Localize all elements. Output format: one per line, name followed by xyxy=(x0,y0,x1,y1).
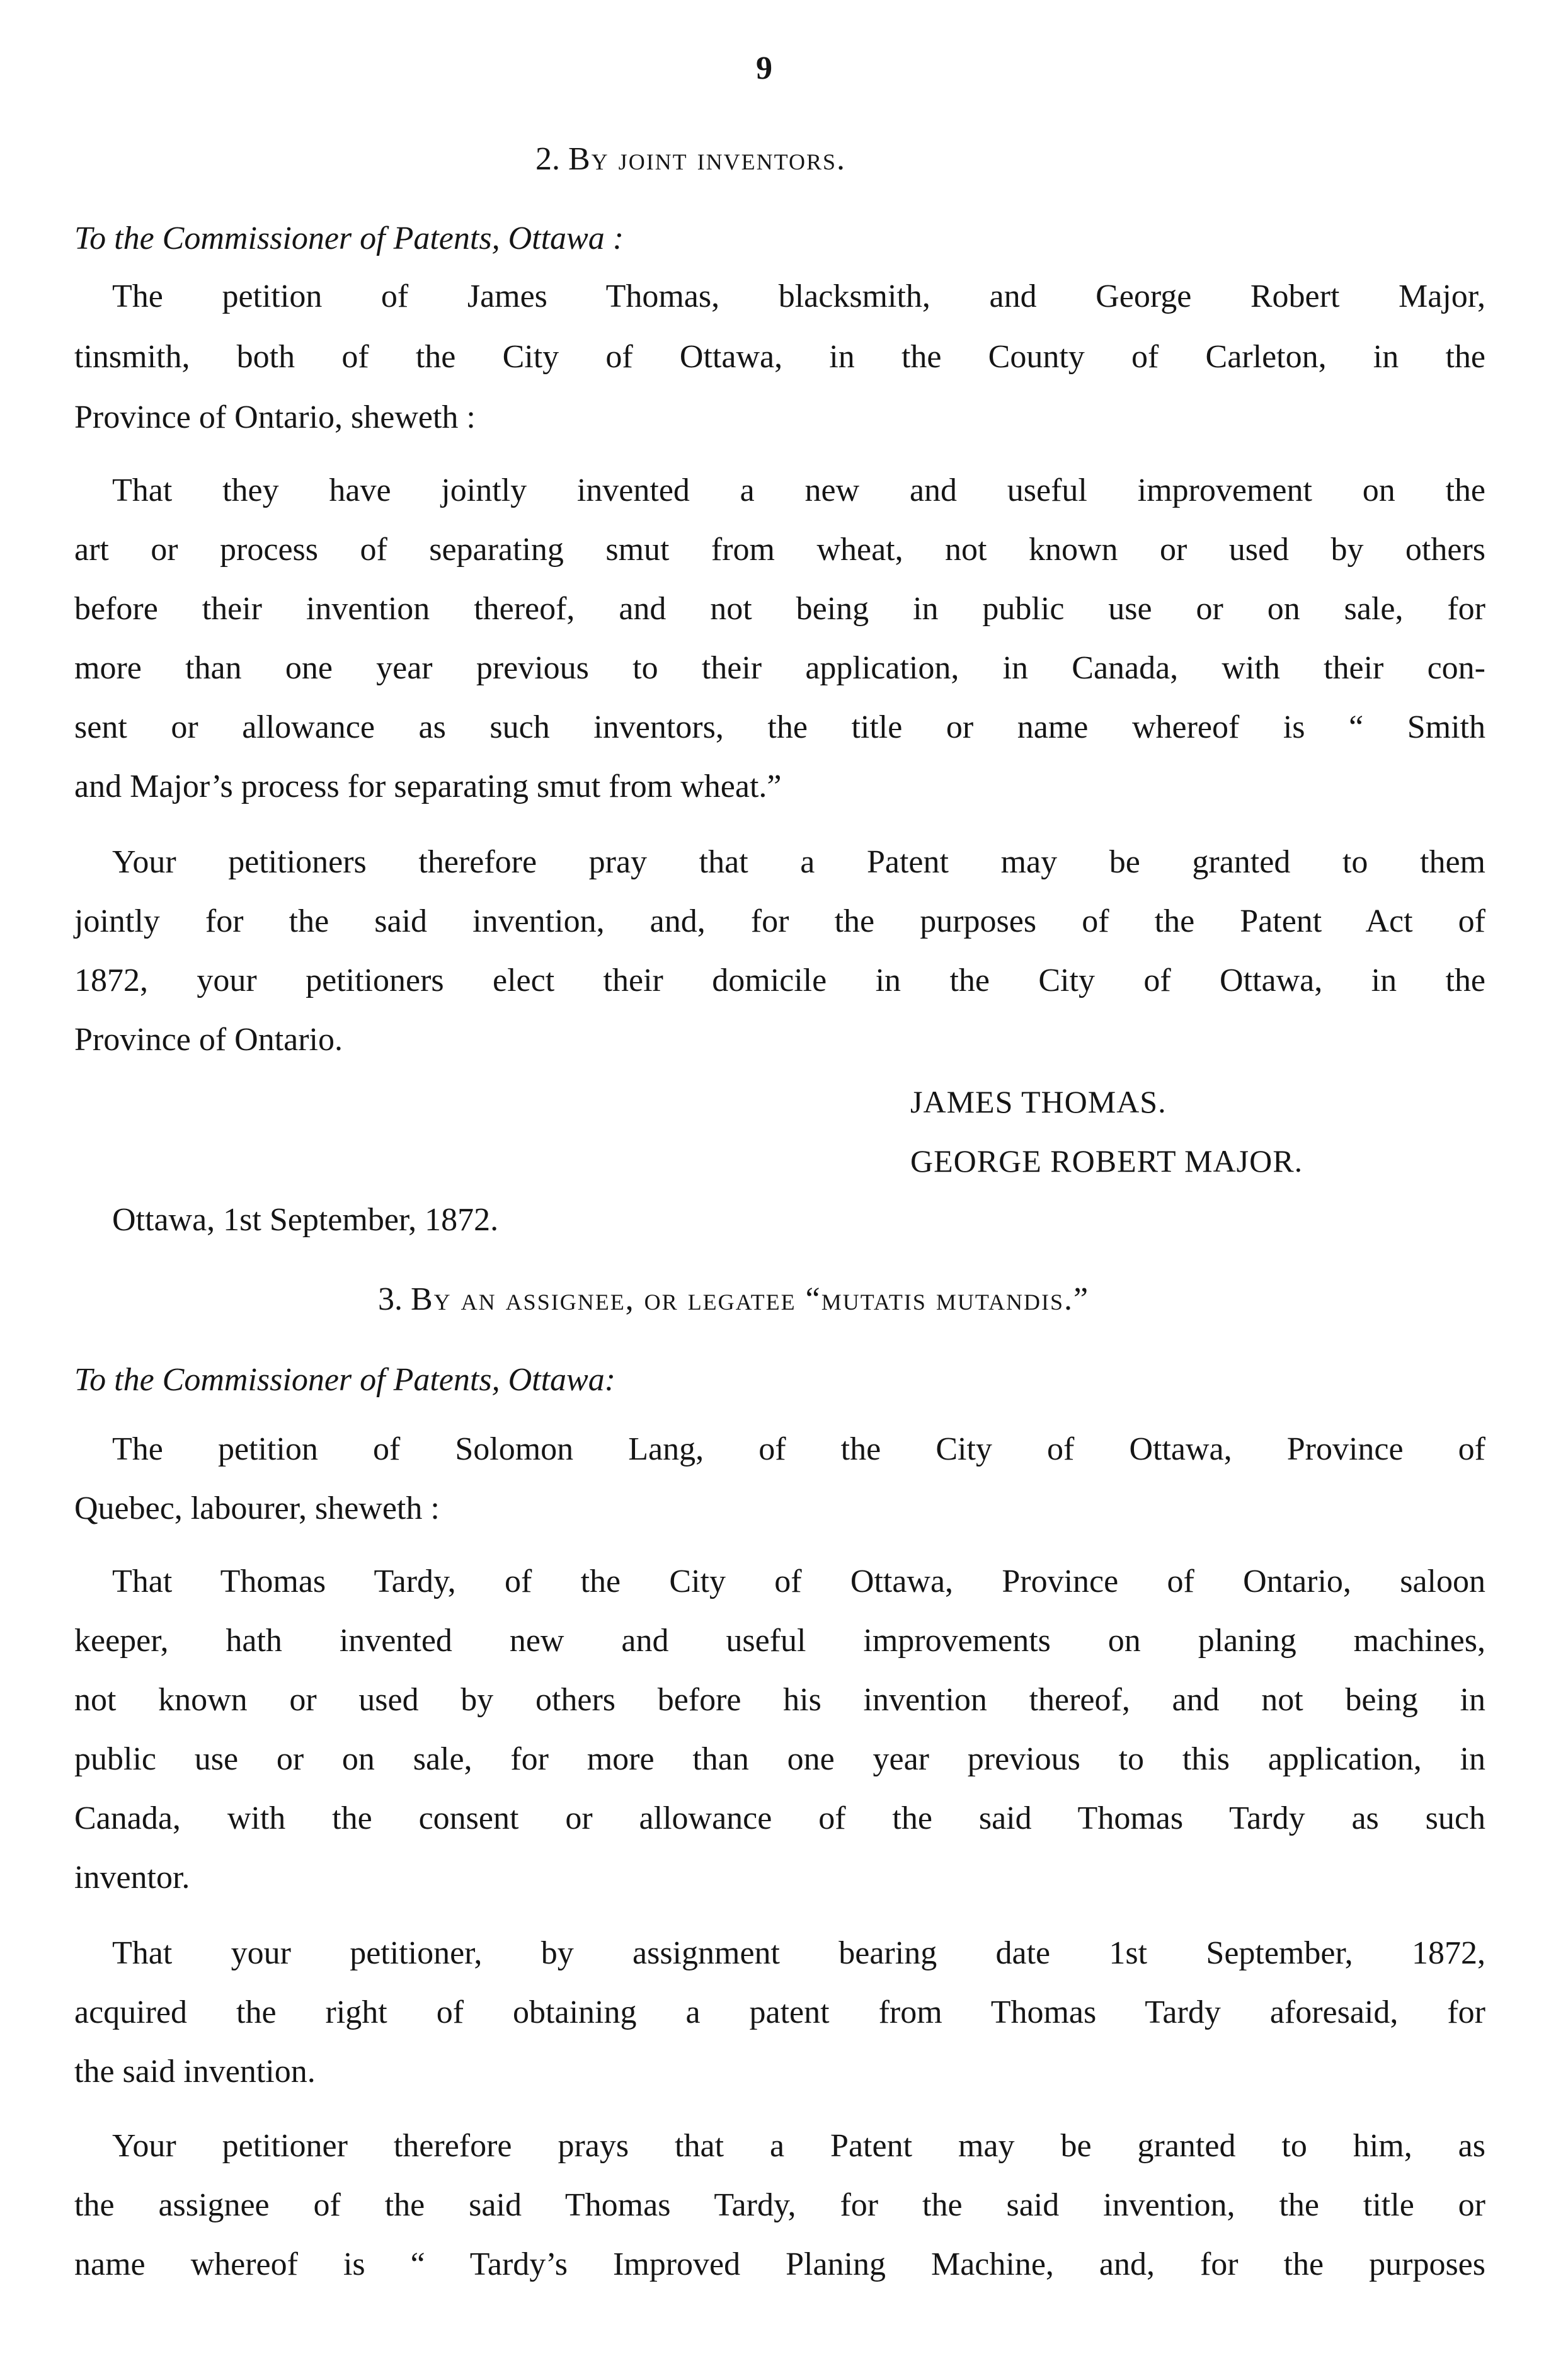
section-3-para3-line: the said invention. xyxy=(74,2054,316,2090)
section-2-heading-text: By joint inventors. xyxy=(568,141,847,177)
section-2-para1-line: Province of Ontario, sheweth : xyxy=(74,399,476,435)
section-2-para1-line: The petition of James Thomas, blacksmith, and George Robert Major, xyxy=(112,278,1485,314)
section-2-heading-number: 2. xyxy=(535,141,560,177)
section-2-para3-line: 1872, your petitioners elect their domicile in the City of Ottawa, in the xyxy=(74,963,1485,998)
section-3-heading-text: By an assignee, or legatee “mutatis mutandis.” xyxy=(411,1281,1090,1317)
signature-line: GEORGE ROBERT MAJOR. xyxy=(910,1143,1303,1179)
section-2-para2-line: before their invention thereof, and not being in public use or on sale, for xyxy=(74,591,1485,627)
section-2-para3-line: jointly for the said invention, and, for the purposes of the Patent Act of xyxy=(74,903,1485,939)
section-3-heading-number: 3. xyxy=(378,1281,403,1317)
section-3-para3-line: acquired the right of obtaining a patent from Thomas Tardy aforesaid, for xyxy=(74,1994,1485,2030)
section-2-para2-line: and Major’s process for separating smut from wheat.” xyxy=(74,769,782,804)
section-2-para3-line: Province of Ontario. xyxy=(74,1022,343,1058)
section-2-date: Ottawa, 1st September, 1872. xyxy=(112,1202,499,1238)
section-2-para3-line: Your petitioners therefore pray that a Patent may be granted to them xyxy=(112,844,1485,880)
section-3-para2-line: Canada, with the consent or allowance of the said Thomas Tardy as such xyxy=(74,1800,1485,1836)
section-3-para2-line: inventor. xyxy=(74,1860,190,1896)
section-3-para2-line: keeper, hath invented new and useful improvements on planing machines, xyxy=(74,1623,1485,1659)
section-3-para4-line: the assignee of the said Thomas Tardy, for the said invention, the title or xyxy=(74,2187,1485,2223)
section-3-address: To the Commissioner of Patents, Ottawa: xyxy=(74,1362,616,1398)
section-3-para1-line: The petition of Solomon Lang, of the City of Ottawa, Province of xyxy=(112,1431,1485,1467)
section-3-para4-line: name whereof is “ Tardy’s Improved Planing Machine, and, for the purposes xyxy=(74,2246,1485,2282)
section-3-para3-line: That your petitioner, by assignment bearing date 1st September, 1872, xyxy=(112,1935,1485,1971)
signature-line: JAMES THOMAS. xyxy=(910,1084,1167,1119)
section-3-para2-line: That Thomas Tardy, of the City of Ottawa, Province of Ontario, saloon xyxy=(112,1564,1485,1599)
section-3-para2-line: not known or used by others before his invention thereof, and not being in xyxy=(74,1682,1485,1718)
section-3-para2-line: public use or on sale, for more than one year previous to this application, in xyxy=(74,1741,1485,1777)
page-number: 9 xyxy=(756,50,772,86)
section-2-para1-line: tinsmith, both of the City of Ottawa, in the County of Carleton, in the xyxy=(74,339,1485,375)
section-3-para1-line: Quebec, labourer, sheweth : xyxy=(74,1490,440,1526)
section-2-para2-line: sent or allowance as such inventors, the title or name whereof is “ Smith xyxy=(74,709,1485,745)
section-3-para4-line: Your petitioner therefore prays that a Patent may be granted to him, as xyxy=(112,2128,1485,2164)
section-2-para2-line: art or process of separating smut from wheat, not known or used by others xyxy=(74,532,1485,568)
section-2-para2-line: more than one year previous to their application, in Canada, with their con- xyxy=(74,650,1485,686)
section-3-heading xyxy=(378,1280,1089,1319)
section-2-address: To the Commissioner of Patents, Ottawa : xyxy=(74,220,624,256)
section-2-heading xyxy=(535,140,846,179)
section-2-para2-line: That they have jointly invented a new and useful improvement on the xyxy=(112,472,1485,508)
